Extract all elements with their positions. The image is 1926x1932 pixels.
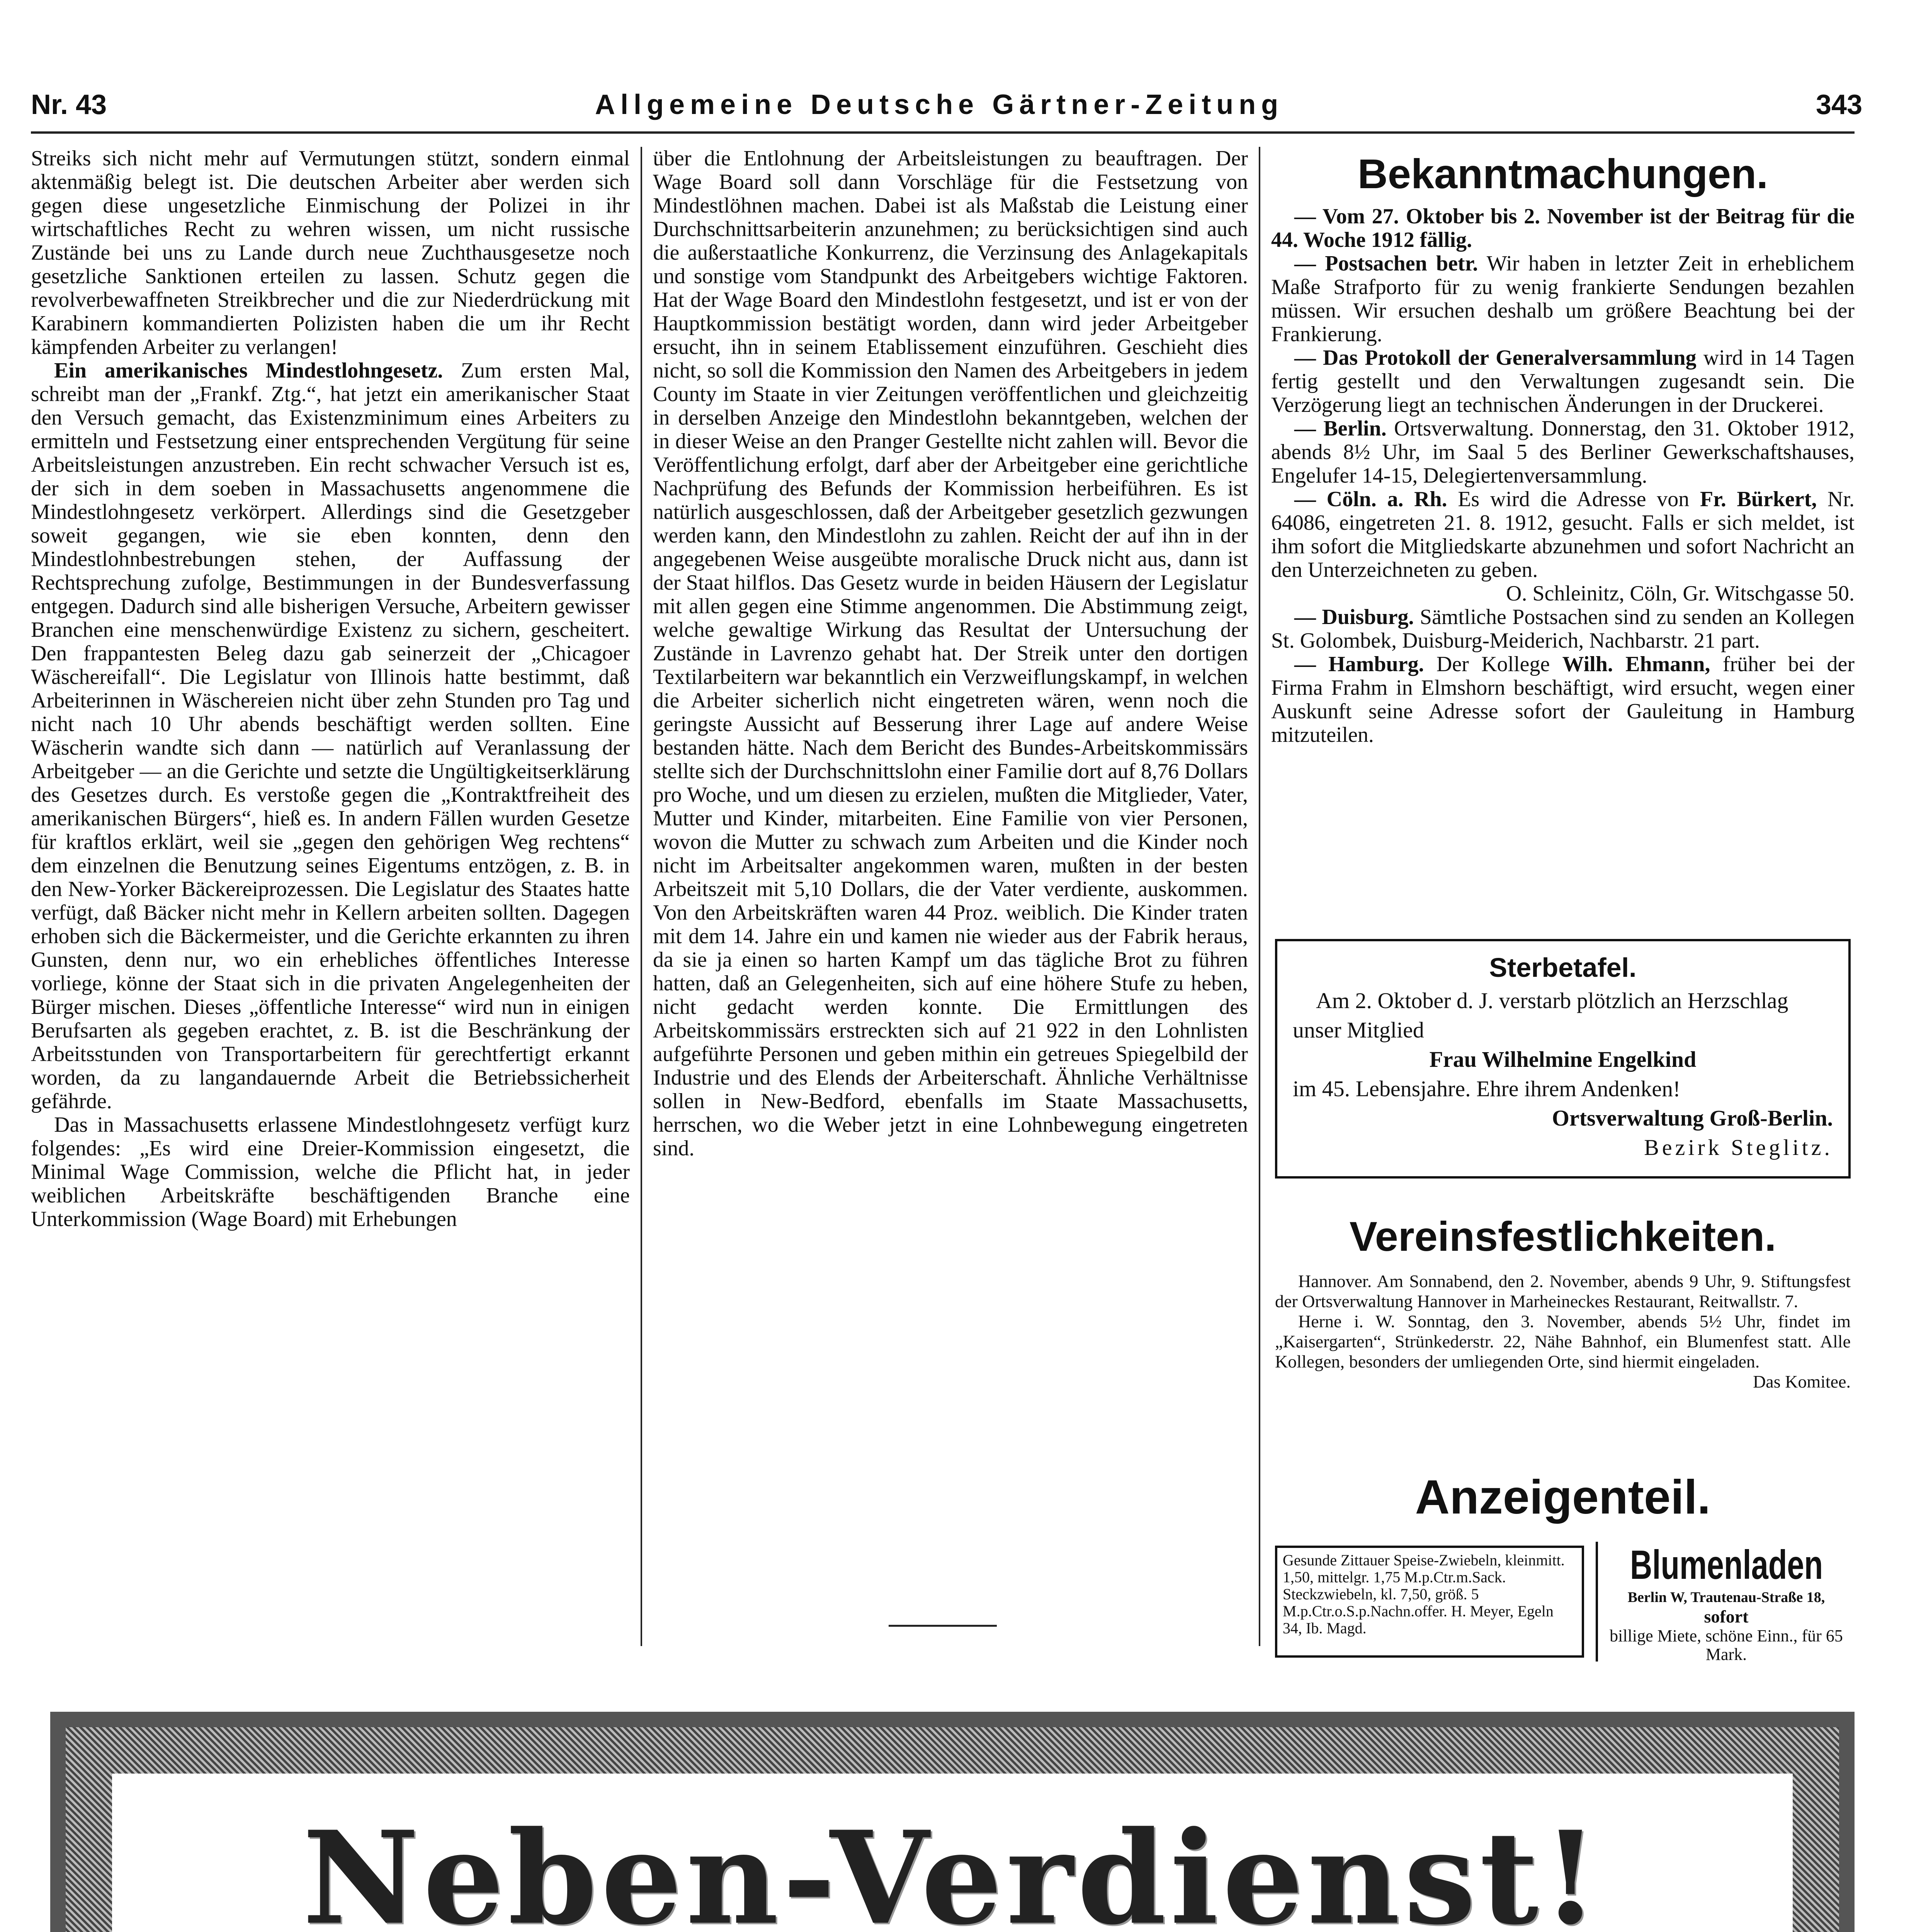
vereinsfest-herne: Herne i. W. Sonntag, den 3. November, abends 5½ Uhr, findet im „Kaisergarten“, Strünkederstr. 22, Nähe Bahnhof, ein Blumenfest statt. Alle Kollegen, besonders der umliegenden Orte, sind hiermit eingeladen. [1275,1311,1851,1371]
notice-hamburg-text: Der Kollege [1436,652,1550,676]
col1-paragraph-3: Das in Massachusetts erlassene Mindestlohngesetz verfügt kurz folgendes: „Es wird eine Dreier-Kommission eingesetzt, die Minimal Wage Commission, welche die Pflicht hat, in jeder weiblichen Arbeitskräfte beschäftigenden Branche eine Unterkommission (Wage Board) mit Erhebungen [31,1113,630,1231]
notice-duisburg-text: Sämtliche Postsachen sind zu senden an Kollegen St. Golombek, Duisburg-Meiderich, Nachbarstr. 21 part. [1271,605,1855,653]
sterbetafel-org: Ortsverwaltung Groß-Berlin. [1552,1105,1833,1131]
header-rule [31,131,1855,134]
ad-blumenladen-sofort: sofort [1704,1607,1749,1626]
newspaper-title: Allgemeine Deutsche Gärtner-Zeitung [595,89,1284,120]
notice-berlin-text: Ortsverwaltung. Donnerstag, den 31. Oktober 1912, abends 8½ Uhr, im Saal 5 des Berliner Gewerkschaftshauses, Engelufer 14-15, Delegiertenversammlung. [1271,417,1855,488]
ad-headline: Neben-Verdienst! [303,1803,1602,1932]
sterbetafel-bezirk: Bezirk Steglitz. [1644,1135,1833,1160]
notice-coeln [1271,488,1855,582]
notice-coeln-label: — Cöln. a. Rh. [1294,487,1447,511]
column-1 [31,147,630,1662]
col1-paragraph-2-text: Zum ersten Mal, schreibt man der „Frankf. Ztg.“, hat jetzt ein amerikanischer Staat den Versuch gemacht, das Existenzminimum eines Arbeiters zu ermitteln und Festsetzung einer entsprechenden Vergütung für seine Arbeitsleistungen anzustreben. Ein recht schwacher Versuch ist es, der sich in dem soeben in Massachusetts angenommene die Mindestlohngesetz verkörpert. Allerdings sind die Gesetzgeber soweit gegangen, wie sie eben konnten, denn den Mindestlohnbestrebungen stehen, der Auffassung der Rechtsprechung zufolge, Bestimmungen in der Bundesverfassung entgegen. Dadurch sind alle bisherigen Versuche, Arbeitern gewisser Branchen eine menschenwürdige Existenz zu sichern, gescheitert. Den frappantesten Beleg dazu gab seinerzeit der „Chicagoer Wäschereifall“. Die Legislatur von Illinois hatte bestimmt, daß Arbeiterinnen in Wäschereien nicht über zehn Stunden pro Tag und nicht nach 10 Uhr abends beschäftigt werden sollten. Eine Wäscherin wandte sich dann — natürlich auf Veranlassung der Arbeitgeber — an die Gerichte und setzte die Ungültigkeitserklärung des Gesetzes durch. Es verstoße gegen die „Kontraktfreiheit des amerikanischen Bürgers“, hieß es. In andern Fällen wurden Gesetze für kraftlos erklärt, weil sie „gegen den gehörigen Weg rechtens“ dem einzelnen die Benutzung seines Eigentums entzögen, z. B. in den New-Yorker Bäckereiprozessen. Die Legislatur des Staates hatte verfügt, daß Bäcker nicht mehr in Kellern arbeiten sollten. Dagegen erhoben sich die Bäckermeister, und die Gerichte erkannten zu ihren Gunsten, denn nur, wo ein erhebliches öffentliches Interesse vorliege, könne der Staat sich in die privaten Angelegenheiten der Bürger mischen. Dieses „öffentliche Interesse“ wird nun in einigen Berufsarten als gegeben erachtet, z. B. ist die Beschränkung der Arbeitsstunden von Transportarbeitern für gerechtfertigt erkannt worden, da zu langandauernde Arbeit die Betriebssicherheit gefährde. [31,359,630,1113]
sterbetafel-box [1275,939,1851,1179]
page-number: 343 [1816,89,1863,120]
notice-coeln-sign: O. Schleinitz, Cöln, Gr. Witschgasse 50. [1506,582,1855,605]
notice-duisburg [1271,605,1855,653]
notice-berlin-label: — Berlin. [1294,417,1387,440]
ad-blumenladen [1596,1542,1855,1662]
notice-duisburg-label: — Duisburg. [1294,605,1414,629]
bekanntmachungen-title: Bekanntmachungen. [1357,150,1768,197]
sterbetafel-title: Sterbetafel. [1489,952,1637,983]
notice-postsachen [1271,252,1855,346]
vereinsfest-title: Vereinsfestlichkeiten. [1349,1213,1776,1260]
notice-hamburg-details: früher bei der Firma Frahm in Elmshorn beschäftigt, wird ersucht, wegen einer Auskunft seine Adresse sofort der Gauleitung in Hamburg mitzuteilen. [1271,652,1855,747]
notice-hamburg-label: — Hamburg. [1294,652,1424,676]
column-end-rule [889,1625,997,1627]
sterbetafel-name: Frau Wilhelmine Engelkind [1429,1047,1697,1072]
ad-blumenladen-text: billige Miete, schöne Einn., für 65 Mark. [1610,1626,1843,1664]
anzeigenteil-title: Anzeigenteil. [1415,1471,1711,1524]
notice-postsachen-label: — Postsachen betr. [1294,252,1478,276]
notice-coeln-text: Es wird die Adresse von [1458,487,1690,511]
col1-paragraph-1: Streiks sich nicht mehr auf Vermutungen stützt, sondern einmal aktenmäßig belegt ist. Die deutschen Arbeiter aber werden sich gegen diese ungesetzliche Einmischung der Polizei in ihr wirtschaftliches Recht zu wehren wissen, um nicht russische Zustände bei uns zu Lande durch neue Zuchthausgesetze noch gesetzliche Sanktionen erteilen zu lassen. Schutz gegen die revolverbewaffneten Streikbrecher und die zur Niederdrückung mit Karabinern kommandierten Polizisten haben die um ihr Recht kämpfenden Arbeiter zu verlangen! [31,147,630,359]
col2-paragraph-1: über die Entlohnung der Arbeitsleistungen zu beauftragen. Der Wage Board soll dann Vorschläge für die Festsetzung von Mindestlöhnen machen. Dabei ist als Maßstab die Leistung einer Durchschnittsarbeiterin anzunehmen; zu berücksichtigen sind auch die außerstaatliche Konkurrenz, die Verzinsung des Anlagekapitals und sonstige vom Standpunkt des Arbeitgebers wichtige Faktoren. Hat der Wage Board den Mindestlohn festgesetzt, und ist er von der Hauptkommission bestätigt worden, dann wird jeder Arbeitgeber ersucht, ihn in seinem Etablissement einzuführen. Geschieht dies nicht, so soll die Kommission den Namen des Arbeitgebers in jedem County im Staate in vier Zeitungen veröffentlichen und gleichzeitig in derselben Anzeige den Mindestlohn bekanntgeben, welchen der in dieser Weise an den Pranger Gestellte nicht zahlen will. Bevor die Veröffentlichung erfolgt, darf aber der Arbeitgeber eine gerichtliche Nachprüfung des Befunds der Kommission herbeiführen. Es ist natürlich ausgeschlossen, daß der Arbeitgeber gesetzlich gezwungen werden kann, den Mindestlohn zu zahlen. Reicht der auf ihn in der angegebenen Weise ausgeübte moralische Druck nicht aus, dann ist der Staat hilflos. Das Gesetz wurde in beiden Häusern der Legislatur mit allen gegen eine Stimme angenommen. Die Abstimmung zeigt, welche gewaltige Wirkung das Resultat der Untersuchung der Zustände in Lavrenzo gehabt hat. Der Streik unter den dortigen Textilarbeitern war bekanntlich ein Verzweiflungskampf, in welchen die Arbeiter sicherlich nicht eingetreten wären, wenn noch die geringste Aussicht auf Besserung ihrer Lage auf andere Weise bestanden hätte. Nach dem Bericht des Bundes-Arbeitskommissärs stellte sich der Durchschnittslohn einer Familie dort auf 8,76 Dollars pro Woche, und um diesen zu erzielen, mußten die Mitglieder, Vater, Mutter und Kinder, mitarbeiten. Eine Familie von vier Personen, wovon die Mutter zu schwach zum Arbeiten und die Kinder noch nicht im Arbeitsalter angekommen waren, mußten in der besten Arbeitszeit mit 5,10 Dollars, die der Vater verdiente, auskommen. Von den Arbeitskräften waren 44 Proz. weiblich. Die Kinder traten mit dem 14. Jahre ein und kamen nie wieder aus der Fabrik heraus, da sie ja einen so harten Kampf um das tägliche Brot zu führen hatten, daß an Gelegenheiten, sich auf eine höhere Stufe zu heben, nicht gedacht werden konnte. Die Ermittlungen des Arbeitskommissärs erstreckten sich auf 21 922 in den Lohnlisten aufgeführte Personen und geben mithin ein getreues Spiegelbild der Industrie und des Elends der Arbeiterschaft. Ähnliche Verhältnisse sollen in New-Bedford, ebenfalls im Staate Massachusetts, herrschen, wo die Weber jetzt in eine Lohnbewegung eingetreten sind. [653,147,1248,1160]
ad-zwiebeln [1275,1546,1584,1658]
notice-protokoll-label: — Das Protokoll der Generalversammlung [1294,346,1697,370]
vereinsfest-list [1275,1271,1851,1392]
sterbetafel-text-2: im 45. Lebensjahre. Ehre ihrem Andenken! [1293,1076,1681,1101]
notice-protokoll-text: wird in 14 Tagen fertig gestellt und den Verwaltungen zugesandt sein. Die Verzögerung liegt an technischen Änderungen in der Druckerei. [1271,346,1855,417]
vereinsfest-sign: Das Komitee. [1753,1372,1851,1391]
ad-blumenladen-address: Berlin W, Trautenau-Straße 18, [1627,1589,1825,1605]
vereinsfest-section [1275,1209,1851,1392]
notices [1271,205,1855,747]
column-divider-1 [641,147,642,1646]
notice-beitrag: — Vom 27. Oktober bis 2. November ist der Beitrag für die 44. Woche 1912 fällig. [1271,204,1855,252]
issue-number: Nr. 43 [31,89,107,120]
vereinsfest-hannover: Hannover. Am Sonnabend, den 2. November, abends 9 Uhr, 9. Stiftungsfest der Ortsverwaltung Hannover in Marheineckes Restaurant, Reitwallstr. 7. [1275,1271,1851,1311]
notice-hamburg [1271,653,1855,747]
ad-blumenladen-title: Blumenladen [1630,1542,1823,1588]
sterbetafel-text-1: Am 2. Oktober d. J. verstarb plötzlich an Herzschlag unser Mitglied [1293,988,1788,1043]
notice-coeln-details: Nr. 64086, eingetreten 21. 8. 1912, gesucht. Falls er sich meldet, ist ihm sofort die Mitgliedskarte abzunehmen und sofort Nachricht an den Unterzeichneten zu geben. [1271,487,1855,582]
notice-protokoll [1271,346,1855,417]
column-2 [653,147,1248,1592]
column-3 [1271,147,1855,1662]
column-divider-2 [1259,147,1260,1646]
notice-coeln-name: Fr. Bürkert, [1700,487,1817,511]
notice-postsachen-text: Wir haben in letzter Zeit in erheblichem Maße Strafporto für zu wenig frankierte Sendungen bezahlen müssen. Wir ersuchen deshalb um größere Beachtung bei der Frankierung. [1271,252,1855,346]
col1-subheading: Ein amerikanisches Mindestlohngesetz. [54,359,443,383]
notice-berlin [1271,417,1855,488]
notice-hamburg-name: Wilh. Ehmann, [1562,652,1710,676]
ad-zwiebeln-text: Gesunde Zittauer Speise-Zwiebeln, kleinmitt. 1,50, mittelgr. 1,75 M.p.Ctr.m.Sack. Steckzwiebeln, kl. 7,50, größ. 5 M.p.Ctr.o.S.p.Nachn.offer. H. Meyer, Egeln 34, Ib. Magd. [1283,1551,1565,1637]
col1-paragraph-2 [31,359,630,1113]
